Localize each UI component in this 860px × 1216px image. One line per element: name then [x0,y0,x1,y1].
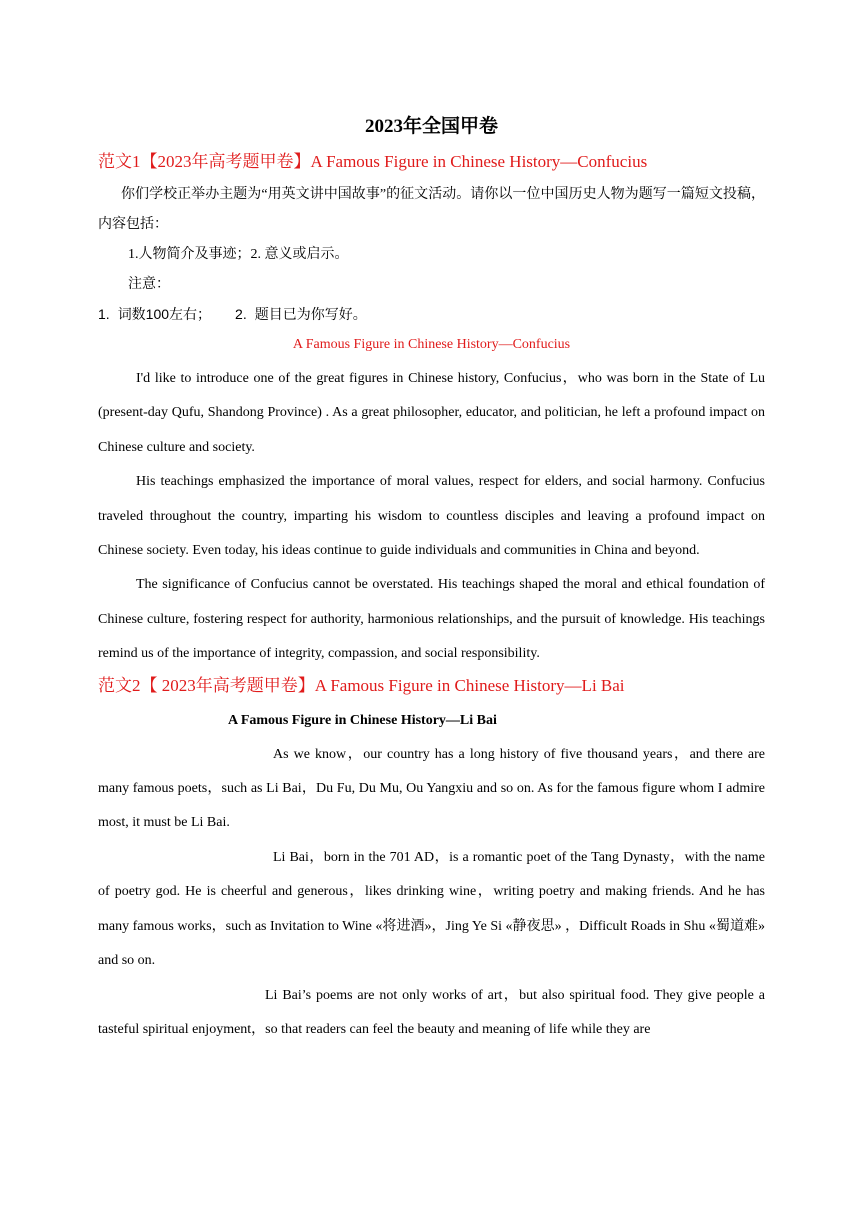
essay-2-paragraph: As we know，our country has a long history of five thousand years，and there are many famous poets，such as Li Bai，Du Fu, Du Mu, Ou Yangxiu and so on. As for the famous figure whom I admire most, it must be Li Bai. [98,746,765,831]
note-item-2: 2. 题目已为你写好。 [235,306,367,322]
essay-1-paragraph: His teachings emphasized the importance of moral values, respect for elders, and social harmony. Confucius traveled throughout the country, imparting his wisdom to countless disciples and leaving a profound impact on Chinese society. Even today, his ideas continue to guide individuals and communities in China and beyond. [98,474,765,559]
essay-2-paragraph: Li Bai，born in the 701 AD，is a romantic poet of the Tang Dynasty，with the name of poetry god. He is cheerful and generous，likes drinking wine，writing poetry and making friends. And he has many famous works，such as Invitation to Wine «将进酒»，Jing Ye Si «静夜思» ，Difficult Roads in Shu «蜀道难» and so on. [98,849,765,969]
document-page [98,112,765,1047]
document-title: 2023年全国甲卷 [364,116,498,137]
essay-1-paragraph: I'd like to introduce one of the great figures in Chinese history, Confucius，who was born in the State of Lu (present-day Qufu, Shandong Province) . As a great philosopher, educator, and politician, he left a profound impact on Chinese culture and society. [98,371,765,455]
prompt-intro: 你们学校正举办主题为“用英文讲中国故事”的征文活动。请你以一位中国历史人物为题写一篇短文投稿，内容包括： [98,187,765,232]
prompt-notes [98,300,765,328]
section-1-heading: 范文1【2023年高考题甲卷】A Famous Figure in Chinese History—Confucius [98,152,648,171]
essay-1-title: A Famous Figure in Chinese History—Confucius [292,337,571,352]
section-2-heading: 范文2【 2023年高考题甲卷】A Famous Figure in Chinese History—Li Bai [98,675,625,695]
essay-2-title: A Famous Figure in Chinese History—Li Bai [228,712,497,728]
note-item-1: 1. 词数100左右； [98,306,212,322]
prompt-items: 1.人物简介及事迹；2. 意义或启示。 [128,247,349,262]
essay-1-paragraph: The significance of Confucius cannot be overstated. His teachings shaped the moral and ethical foundation of Chinese culture, fostering respect for authority, harmonious relationships, and the pursuit of knowledge. His teachings remind us of the importance of integrity, compassion, and social responsibility. [98,577,765,662]
prompt-note-label: 注意： [128,277,170,292]
essay-2-paragraph: Li Bai’s poems are not only works of art，but also spiritual food. They give people a tasteful spiritual enjoyment，so that readers can feel the beauty and meaning of life while they are [98,987,765,1037]
